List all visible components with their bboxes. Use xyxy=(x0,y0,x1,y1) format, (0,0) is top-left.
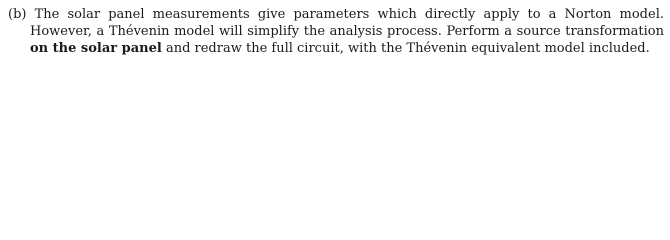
question-line-1-text: The solar panel measurements give parameters which directly apply to a Norton model. xyxy=(34,7,664,22)
question-line-2-text: However, a Thévenin model will simplify the analysis process. Perform a source transformation xyxy=(30,24,664,39)
question-label: (b) xyxy=(8,7,27,22)
question-line-2 xyxy=(8,23,664,40)
question-line-1 xyxy=(8,6,664,23)
question-text xyxy=(8,6,664,57)
question-line-3 xyxy=(8,40,664,57)
question-line-3-text: and redraw the full circuit, with the Thévenin equivalent model included. xyxy=(161,41,650,56)
emphasis-text: on the solar panel xyxy=(30,41,162,56)
